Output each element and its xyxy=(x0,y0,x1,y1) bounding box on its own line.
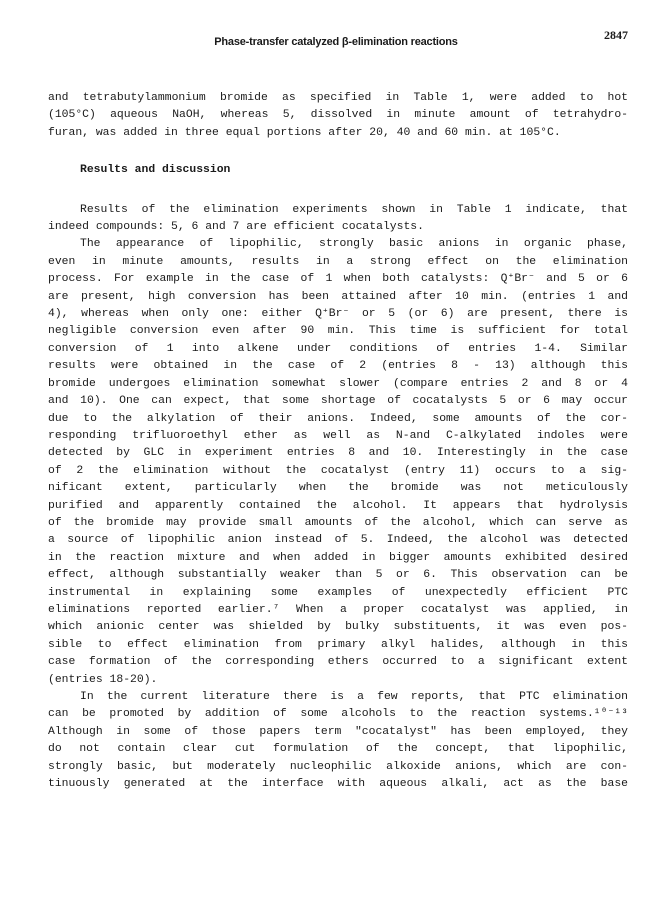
text-line: bromide undergoes elimination somewhat slower (compare entries 2 and 8 or 4 xyxy=(48,377,628,390)
text-line: negligible conversion even after 90 min. This time is sufficient for total xyxy=(48,325,628,338)
text-line: (entries 18-20). xyxy=(48,673,158,686)
text-line: process. For example in the case of 1 when both catalysts: Q⁺Br⁻ and 5 or 6 xyxy=(48,273,628,286)
text-line: are present, high conversion has been attained after 10 min. (entries 1 and xyxy=(48,290,628,303)
text-line: case formation of the corresponding ethers occurred to a significant extent xyxy=(48,656,628,669)
text-line: even in minute amounts, results in a strong effect on the elimination xyxy=(48,255,628,268)
running-title: Phase-transfer catalyzed β-elimination reactions xyxy=(214,36,458,48)
text-line: tinuously generated at the interface with aqueous alkali, act as the base xyxy=(48,778,628,791)
text-line: purified and apparently contained the alcohol. It appears that hydrolysis xyxy=(48,499,628,512)
text-line: furan, was added in three equal portions after 20, 40 and 60 min. at 105°C. xyxy=(48,126,561,139)
paragraph-1 xyxy=(48,90,628,142)
text-line: conversion of 1 into alkene under conditions of entries 1-4. Similar xyxy=(48,342,628,355)
text-line: in the reaction mixture and when added in bigger amounts exhibited desired xyxy=(48,551,628,564)
text-line: results were obtained in the case of 2 (entries 8 - 13) although this xyxy=(48,360,628,373)
text-line: effect, although substantially weaker than 5 or 6. This observation can be xyxy=(48,569,628,582)
text-line: detected by GLC in experiment entries 8 and 10. Interestingly in the case xyxy=(48,447,628,460)
text-line: of the bromide may provide small amounts of the alcohol, which can serve as xyxy=(48,516,628,529)
paragraph-4 xyxy=(48,689,628,793)
text-line: do not contain clear cut formulation of the concept, that lipophilic, xyxy=(48,743,628,756)
text-line: nificant extent, particularly when the bromide was not meticulously xyxy=(48,482,628,495)
text-line: Although in some of those papers term "cocatalyst" has been employed, they xyxy=(48,725,628,738)
article-body xyxy=(48,90,628,793)
text-line: can be promoted by addition of some alcohols to the reaction systems.¹⁰⁻¹³ xyxy=(48,708,628,721)
text-line: strongly basic, but moderately nucleophilic alkoxide anions, which are con- xyxy=(48,760,628,773)
paragraph-2 xyxy=(48,202,628,237)
text-line: which anionic center was shielded by bulky substituents, it was even pos- xyxy=(48,621,628,634)
text-line: and 10). One can expect, that some shortage of cocatalysts 5 or 6 may occur xyxy=(48,395,628,408)
text-line: a source of lipophilic anion instead of 5. Indeed, the alcohol was detected xyxy=(48,534,628,547)
text-line: instrumental in explaining some examples of unexpectedly efficient PTC xyxy=(48,586,628,599)
text-line: Results of the elimination experiments shown in Table 1 indicate, that xyxy=(80,203,628,216)
text-line: indeed compounds: 5, 6 and 7 are efficient cocatalysts. xyxy=(48,221,424,234)
text-line: of 2 the elimination without the cocatalyst (entry 11) occurs to a sig- xyxy=(48,464,628,477)
text-line: and tetrabutylammonium bromide as specified in Table 1, were added to hot xyxy=(48,92,628,104)
paragraph-3 xyxy=(48,236,628,689)
text-line: 4), whereas when only one: either Q⁺Br⁻ or 5 (or 6) are present, there is xyxy=(48,308,628,321)
text-line: eliminations reported earlier.⁷ When a proper cocatalyst was applied, in xyxy=(48,603,628,616)
text-line: due to the alkylation of their anions. Indeed, some amounts of the cor- xyxy=(48,412,628,425)
text-line: responding trifluoroethyl ether as well as N-and C-alkylated indoles were xyxy=(48,429,628,442)
text-line: In the current literature there is a few reports, that PTC elimination xyxy=(80,691,628,703)
text-line: The appearance of lipophilic, strongly basic anions in organic phase, xyxy=(80,238,628,251)
section-heading: Results and discussion xyxy=(80,164,231,177)
page-number: 2847 xyxy=(604,28,628,42)
text-line: sible to effect elimination from primary alkyl halides, although in this xyxy=(48,638,628,651)
text-line: (105°C) aqueous NaOH, whereas 5, dissolved in minute amount of tetrahydro- xyxy=(48,109,628,122)
